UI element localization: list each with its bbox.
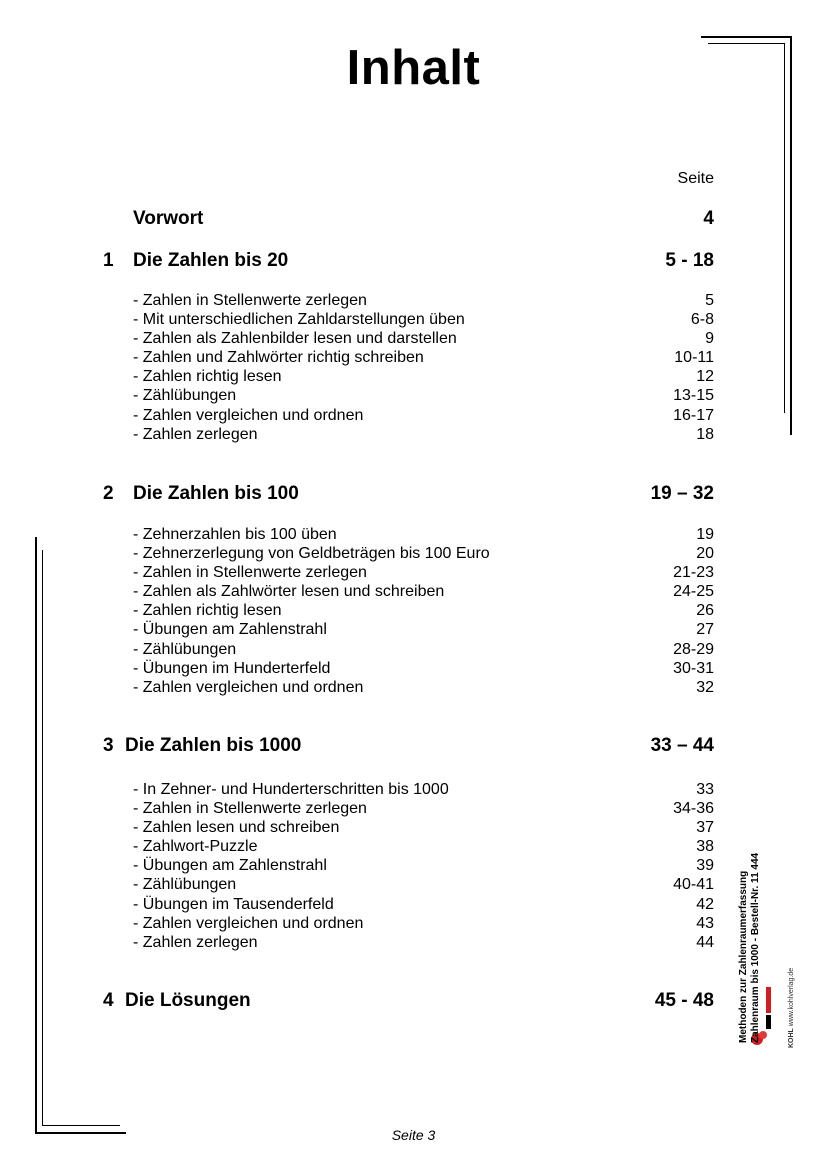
section-page-range: 19 – 32 xyxy=(650,483,714,504)
toc-item-label: - Zahlen in Stellenwerte zerlegen xyxy=(133,292,367,309)
toc-item-label: - In Zehner- und Hunderterschritten bis 1000 xyxy=(133,781,449,798)
toc-section-1 xyxy=(103,250,714,274)
publisher-name: KOHL xyxy=(788,1028,795,1048)
toc-section-2 xyxy=(103,483,714,507)
toc-item-label: - Übungen am Zahlenstrahl xyxy=(133,621,327,639)
toc-item-label: - Übungen im Tausenderfeld xyxy=(133,895,334,913)
toc-item-page: 42 xyxy=(696,895,714,913)
toc-item xyxy=(133,875,714,894)
toc-item xyxy=(133,425,714,444)
toc-item xyxy=(133,895,714,914)
publisher-url-text: www.kohlverlag.de xyxy=(788,967,795,1027)
toc-item-page: 38 xyxy=(696,838,714,856)
toc-section-4 xyxy=(103,990,714,1014)
side-note-line-2: Zahlenraum bis 1000 - Bestell-Nr. 11 444 xyxy=(750,852,761,1043)
frame-top-right-inner-v xyxy=(784,43,785,413)
side-note-text xyxy=(738,743,762,1043)
toc-item-page: 9 xyxy=(705,330,714,348)
toc-item-label: - Zahlen zerlegen xyxy=(133,933,258,951)
toc-item-label: - Zahlen in Stellenwerte zerlegen xyxy=(133,564,367,582)
toc-item xyxy=(133,367,714,386)
side-note-line-1: Methoden zur Zahlenraumerfassung xyxy=(738,870,749,1043)
section-page-range: 33 – 44 xyxy=(650,735,714,756)
toc-item-label: - Zahlen als Zahlenbilder lesen und darstellen xyxy=(133,330,457,348)
section-page-range: 5 - 18 xyxy=(665,250,714,271)
section-number: 2 xyxy=(103,483,114,504)
toc-item-page: 10-11 xyxy=(674,349,714,367)
toc-item-label: - Zehnerzahlen bis 100 üben xyxy=(133,526,337,543)
toc-item xyxy=(133,837,714,856)
toc-item-page: 12 xyxy=(696,368,714,386)
toc-item-label: - Zahlen zerlegen xyxy=(133,425,258,443)
toc-entry-vorwort xyxy=(103,208,714,232)
section-label: Die Zahlen bis 100 xyxy=(133,483,299,504)
toc-item-label: - Zehnerzerlegung von Geldbeträgen bis 100 Euro xyxy=(133,545,490,563)
toc-item xyxy=(133,310,714,329)
toc-item-page: 13-15 xyxy=(673,387,714,405)
toc-item-label: - Zählübungen xyxy=(133,876,237,894)
page-title: Inhalt xyxy=(346,41,481,95)
section-number: 1 xyxy=(103,250,114,271)
frame-bottom-left-outer-v xyxy=(35,537,37,1134)
toc-item xyxy=(133,640,714,659)
toc-item-page: 21-23 xyxy=(673,564,714,582)
toc-item-page: 43 xyxy=(696,914,714,932)
toc-item xyxy=(133,601,714,620)
toc-item-label: - Zahlen vergleichen und ordnen xyxy=(133,678,364,696)
toc-item-page: 5 xyxy=(705,292,714,309)
frame-bottom-left-inner-v xyxy=(42,550,43,1126)
toc-item-page: 26 xyxy=(696,602,714,620)
toc-section-2-items xyxy=(133,525,714,697)
toc-item-label: - Zahlen richtig lesen xyxy=(133,602,282,620)
toc-item xyxy=(133,659,714,678)
toc-item xyxy=(133,799,714,818)
page-column-header: Seite xyxy=(677,170,714,187)
toc-item xyxy=(133,620,714,639)
toc-section-3 xyxy=(103,735,714,759)
section-label: Die Zahlen bis 20 xyxy=(133,250,289,271)
toc-item-label: - Zahlen vergleichen und ordnen xyxy=(133,914,364,932)
toc-item-page: 40-41 xyxy=(673,876,714,894)
toc-item-page: 37 xyxy=(696,819,714,837)
toc-section-3-items xyxy=(133,780,714,952)
toc-item-label: - Zahlwort-Puzzle xyxy=(133,838,258,856)
frame-top-right-outer-h xyxy=(701,36,792,38)
toc-item-page: 32 xyxy=(696,678,714,696)
toc-item-page: 27 xyxy=(696,621,714,639)
toc-item-page: 28-29 xyxy=(673,640,714,658)
toc-item-page: 33 xyxy=(696,781,714,798)
toc-section-1-items xyxy=(133,291,714,444)
toc-item xyxy=(133,818,714,837)
toc-entry-page: 4 xyxy=(703,208,714,229)
section-page-range: 45 - 48 xyxy=(654,990,714,1011)
toc-item-label: - Zahlen als Zahlwörter lesen und schreiben xyxy=(133,583,445,601)
toc-item-label: - Mit unterschiedlichen Zahldarstellungen üben xyxy=(133,311,465,329)
toc-item xyxy=(133,914,714,933)
toc-item xyxy=(133,329,714,348)
toc-item-label: - Zahlen in Stellenwerte zerlegen xyxy=(133,800,367,818)
toc-item-page: 24-25 xyxy=(673,583,714,601)
toc-item-page: 6-8 xyxy=(690,311,714,329)
toc-item-page: 16-17 xyxy=(673,406,714,424)
toc-item xyxy=(133,563,714,582)
toc-item-page: 30-31 xyxy=(673,659,714,677)
toc-item-label: - Zahlen lesen und schreiben xyxy=(133,819,340,837)
toc-item-page: 44 xyxy=(696,933,714,951)
toc-item-label: - Zählübungen xyxy=(133,387,237,405)
toc-item xyxy=(133,933,714,952)
publisher-url xyxy=(788,968,795,1048)
toc-item xyxy=(133,678,714,697)
toc-item xyxy=(133,291,714,310)
toc-item-page: 20 xyxy=(696,545,714,563)
toc-item xyxy=(133,348,714,367)
section-number: 3 xyxy=(103,735,114,756)
toc-item-label: - Zählübungen xyxy=(133,640,237,658)
toc-item xyxy=(133,544,714,563)
frame-bottom-left-inner-h xyxy=(42,1125,120,1126)
toc-item xyxy=(133,386,714,405)
page-footer: Seite 3 xyxy=(391,1127,436,1143)
toc-item-label: - Zahlen vergleichen und ordnen xyxy=(133,406,364,424)
toc-item-page: 34-36 xyxy=(673,800,714,818)
toc-item xyxy=(133,780,714,799)
section-label: Die Zahlen bis 1000 xyxy=(125,735,302,756)
toc-entry-label: Vorwort xyxy=(133,208,204,229)
toc-item-label: - Zahlen und Zahlwörter richtig schreiben xyxy=(133,349,424,367)
toc-item xyxy=(133,582,714,601)
toc-item xyxy=(133,525,714,544)
toc-item-page: 39 xyxy=(696,857,714,875)
toc-item xyxy=(133,856,714,875)
toc-item xyxy=(133,406,714,425)
toc-item-page: 19 xyxy=(696,526,714,543)
section-label: Die Lösungen xyxy=(125,990,251,1011)
section-number: 4 xyxy=(103,990,114,1011)
toc-item-page: 18 xyxy=(696,425,714,443)
toc-item-label: - Übungen am Zahlenstrahl xyxy=(133,857,327,875)
toc-item-label: - Übungen im Hunderterfeld xyxy=(133,659,331,677)
toc-item-label: - Zahlen richtig lesen xyxy=(133,368,282,386)
